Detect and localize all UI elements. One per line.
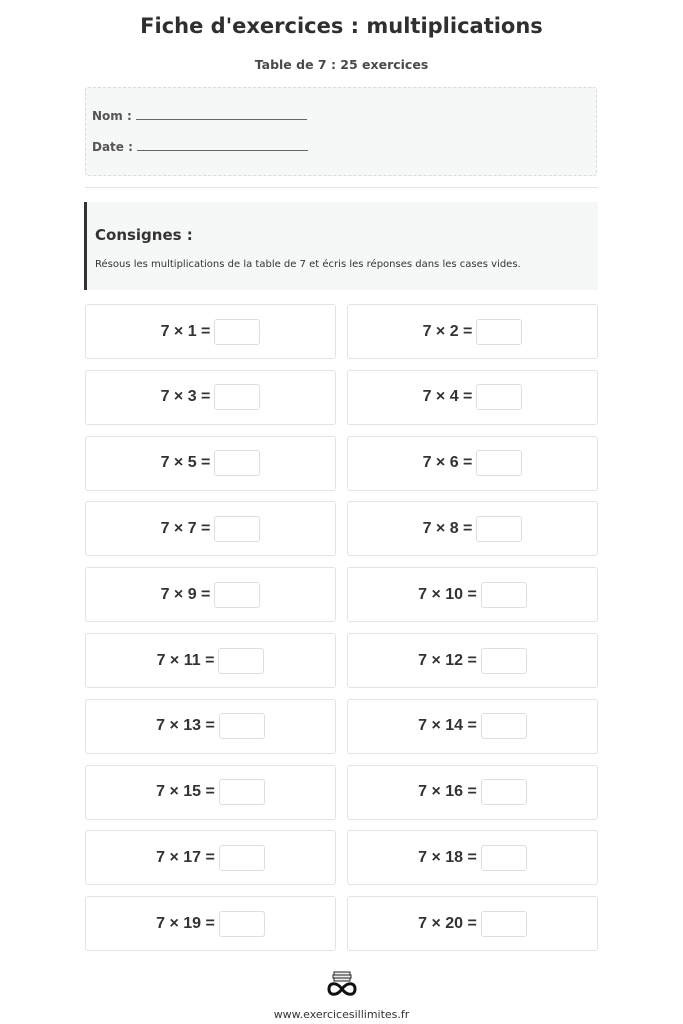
equation-label: 7 × 8 =	[422, 519, 473, 537]
exercise-card	[85, 896, 336, 951]
equation-label: 7 × 5 =	[160, 454, 211, 472]
answer-box[interactable]	[476, 516, 522, 542]
exercise-card	[85, 501, 336, 556]
equation-label: 7 × 12 =	[418, 651, 477, 669]
name-row	[92, 109, 307, 123]
page-title: Fiche d'exercices : multiplications	[140, 14, 543, 38]
exercise-card	[347, 765, 598, 820]
equation-label: 7 × 17 =	[156, 848, 215, 866]
equation-label: 7 × 19 =	[156, 914, 215, 932]
exercise-card	[85, 436, 336, 491]
page-subtitle: Table de 7 : 25 exercices	[254, 57, 429, 72]
exercise-card	[347, 633, 598, 688]
answer-box[interactable]	[481, 582, 527, 608]
answer-box[interactable]	[481, 911, 527, 937]
exercise-card	[85, 633, 336, 688]
exercise-card	[85, 567, 336, 622]
answer-box[interactable]	[219, 713, 265, 739]
name-line[interactable]	[136, 109, 307, 120]
answer-box[interactable]	[481, 845, 527, 871]
exercise-card	[347, 699, 598, 754]
date-label: Date :	[92, 140, 133, 154]
equation-label: 7 × 6 =	[422, 454, 473, 472]
exercise-card	[85, 370, 336, 425]
equation-label: 7 × 18 =	[418, 848, 477, 866]
answer-box[interactable]	[214, 582, 260, 608]
answer-box[interactable]	[476, 384, 522, 410]
equation-label: 7 × 10 =	[418, 585, 477, 603]
instructions-text: Résous les multiplications de la table de 7 et écris les réponses dans les cases vides.	[95, 259, 521, 270]
exercise-card	[85, 304, 336, 359]
equation-label: 7 × 14 =	[418, 717, 477, 735]
answer-box[interactable]	[476, 319, 522, 345]
date-row	[92, 140, 308, 154]
equation-label: 7 × 15 =	[156, 783, 215, 801]
name-label: Nom :	[92, 109, 132, 123]
exercise-card	[347, 567, 598, 622]
answer-box[interactable]	[476, 450, 522, 476]
footer-url[interactable]: www.exercicesillimites.fr	[273, 1008, 410, 1021]
exercise-card	[85, 830, 336, 885]
equation-label: 7 × 9 =	[160, 585, 211, 603]
exercise-card	[347, 830, 598, 885]
equation-label: 7 × 2 =	[422, 322, 473, 340]
answer-box[interactable]	[214, 319, 260, 345]
equation-label: 7 × 1 =	[160, 322, 211, 340]
answer-box[interactable]	[219, 779, 265, 805]
equation-label: 7 × 16 =	[418, 783, 477, 801]
equation-label: 7 × 20 =	[418, 914, 477, 932]
equation-label: 7 × 11 =	[156, 651, 215, 669]
exercise-card	[347, 501, 598, 556]
answer-box[interactable]	[214, 450, 260, 476]
exercise-card	[347, 436, 598, 491]
answer-box[interactable]	[214, 384, 260, 410]
exercise-card	[347, 370, 598, 425]
exercise-card	[85, 765, 336, 820]
instructions-box	[84, 202, 598, 290]
equation-label: 7 × 4 =	[422, 388, 473, 406]
exercise-card	[347, 304, 598, 359]
answer-box[interactable]	[219, 911, 265, 937]
infinity-books-logo-icon	[325, 970, 359, 998]
equation-label: 7 × 3 =	[160, 388, 211, 406]
answer-box[interactable]	[481, 713, 527, 739]
exercise-card	[85, 699, 336, 754]
answer-box[interactable]	[481, 779, 527, 805]
equation-label: 7 × 7 =	[160, 519, 211, 537]
exercise-card	[347, 896, 598, 951]
answer-box[interactable]	[219, 845, 265, 871]
divider	[85, 187, 598, 188]
equation-label: 7 × 13 =	[156, 717, 215, 735]
date-line[interactable]	[137, 140, 308, 151]
student-info-box	[85, 87, 597, 176]
answer-box[interactable]	[218, 648, 264, 674]
answer-box[interactable]	[481, 648, 527, 674]
instructions-title: Consignes :	[95, 226, 193, 244]
answer-box[interactable]	[214, 516, 260, 542]
